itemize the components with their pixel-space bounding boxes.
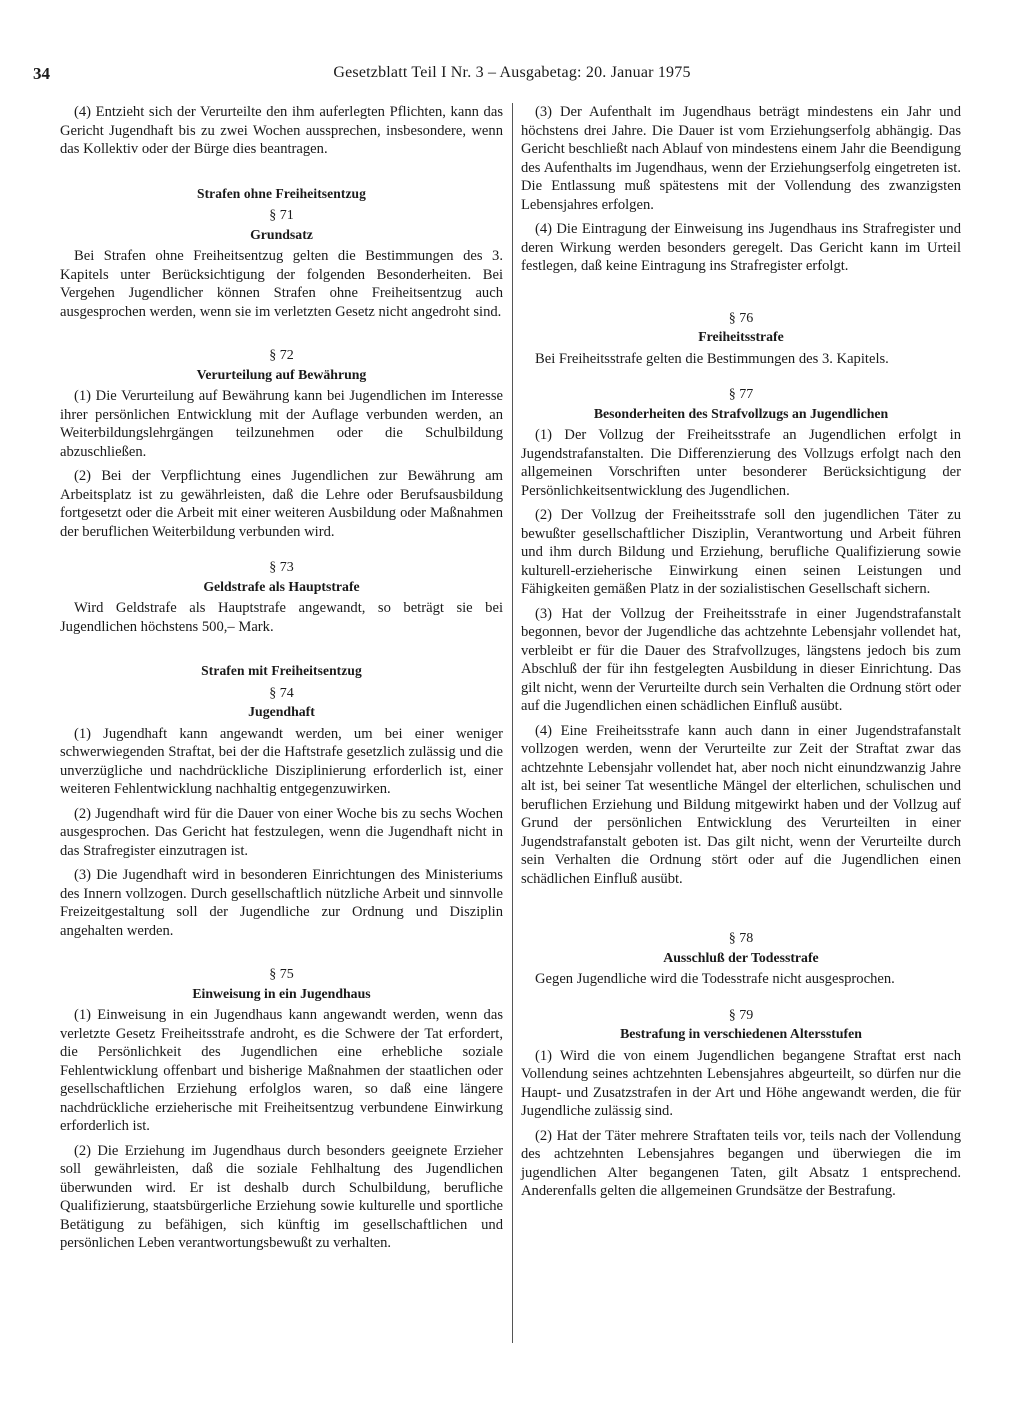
paragraph-76-text: Bei Freiheitsstrafe gelten die Bestimmungen des 3. Kapitels.	[535, 350, 889, 367]
paragraph-71-text: Bei Strafen ohne Freiheitsentzug gelten die Bestimmungen des 3. Kapitels unter Berücksichtigung der folgenden Besonderheiten. Bei Vergehen Jugendlicher können Strafen ohne Freiheitsentzug auch ausgesprochen werden, wenn sie im verletzten Gesetz nicht angedroht sind.	[60, 248, 503, 320]
paragraph-77-2: (2) Der Vollzug der Freiheitsstrafe soll den jugendlichen Täter zu bewußter gesellschaftlicher Disziplin, Verantwortung und Arbeit führen und ihm durch Bildung und Erziehung, berufliche Qualifizierung sowie kulturell-erzieherische Einwirkung einen seinen Leistungen und Fähigkeiten gemäßen Platz in der sozialistischen Gesellschaft sichern.	[521, 507, 961, 597]
paragraph-number-76: § 76	[728, 310, 754, 326]
paragraph-title-74: Jugendhaft	[248, 704, 315, 719]
paragraph-title-71: Grundsatz	[250, 226, 313, 242]
section-heading: Strafen mit Freiheitsentzug	[201, 663, 362, 678]
paragraph-75-2: (2) Die Erziehung im Jugendhaus durch besonders geeignete Erzieher soll gewährleisten, daß die soziale Fehlhaltung des Jugendlichen überwunden wird. Er ist deshalb durch Schulbildung, berufliche Qualifizierung, staatsbürgerliche Erziehung sowie kulturelle und sportliche Betätigung zu befähigen, sich künftig im gesellschaftlichen und persönlichen Leben verantwortungsbewußt zu verhalten.	[60, 1142, 503, 1251]
paragraph-number-74: § 74	[269, 685, 294, 701]
paragraph-title-73: Geldstrafe als Hauptstrafe	[203, 578, 360, 594]
column-divider	[512, 103, 513, 1343]
paragraph-title-77: Besonderheiten des Strafvollzugs an Jugendlichen	[593, 405, 889, 421]
paragraph-74-3: (3) Die Jugendhaft wird in besonderen Einrichtungen des Ministeriums des Innern vollzogen. Durch gesellschaftlich nützliche Arbeit und sinnvolle Freizeitgestaltung soll der Jugendliche zur Ordnung und Disziplin angehalten werden.	[60, 867, 503, 939]
paragraph-75-3: (3) Der Aufenthalt im Jugendhaus beträgt mindestens ein Jahr und höchstens drei Jahre. Die Dauer ist vom Erziehungserfolg abhängig. Das Gericht beschließt nach Ablauf von mindestens einem Jahr die Beendigung des Aufenthalts im Jugendhaus, wenn der Erziehungserfolg eingetreten ist. Die Entlassung muß spätestens mit der Vollendung des zwanzigsten Lebensjahres erfolgen.	[521, 104, 961, 213]
paragraph-number-77: § 77	[728, 387, 754, 402]
paragraph-74-1: (1) Jugendhaft kann angewandt werden, um bei einer weniger schwerwiegenden Straftat, bei der die Haftstrafe gesetzlich zulässig und die unverzügliche und nachdrückliche Disziplinierung erforderlich ist, einer weiteren Fehlentwicklung nachhaltig entgegenzuwirken.	[60, 725, 503, 797]
paragraph-70-4: (4) Entzieht sich der Verurteilte den ihm auferlegten Pflichten, kann das Gericht Jugendhaft bis zu zwei Wochen aussprechen, insbesondere, wenn das Kollektiv oder der Bürge dies beantragen.	[60, 104, 503, 157]
paragraph-79-1: (1) Wird die von einem Jugendlichen begangene Straftat erst nach Vollendung seines achtzehnten Lebensjahres abgeurteilt, so dürfen nur die Haupt- und Zusatzstrafen in der Art und Höhe angewandt werden, die für Jugendliche zulässig sind.	[521, 1047, 961, 1119]
paragraph-number-71: § 71	[269, 208, 294, 223]
paragraph-number-75: § 75	[269, 967, 294, 982]
left-column	[60, 103, 503, 1259]
paragraph-75-4: (4) Die Eintragung der Einweisung ins Jugendhaus ins Strafregister und deren Wirkung werden besonders geregelt. Das Gericht kann im Urteil festlegen, daß keine Eintragung ins Strafregister erfolgt.	[521, 221, 961, 274]
section-heading: Strafen ohne Freiheitsentzug	[196, 185, 367, 201]
paragraph-title-76: Freiheitsstrafe	[698, 329, 784, 344]
paragraph-number-72: § 72	[269, 348, 294, 363]
paragraph-77-1: (1) Der Vollzug der Freiheitsstrafe an Jugendlichen erfolgt in Jugendstrafanstalten. Die Differenzierung des Vollzugs erfolgt nach den allgemeinen Vorschriften unter besonderer Berücksichtigung der Persönlichkeitsentwicklung des Jugendlichen.	[521, 427, 961, 499]
page-header: Gesetzblatt Teil I Nr. 3 – Ausgabetag: 20. Januar 1975	[333, 64, 691, 81]
paragraph-72-2: (2) Bei der Verpflichtung eines Jugendlichen zur Bewährung am Arbeitsplatz ist zu gewährleisten, daß die Lehre oder Berufsausbildung fortgesetzt oder die Arbeit mit einer weiteren Ausbildung oder Maßnahmen der beruflichen Weiterbildung verbunden wird.	[60, 468, 503, 540]
paragraph-number-73: § 73	[269, 560, 294, 575]
right-column	[521, 103, 961, 1207]
paragraph-number-78: § 78	[728, 931, 754, 946]
paragraph-77-3: (3) Hat der Vollzug der Freiheitsstrafe in einer Jugendstrafanstalt begonnen, bevor der Jugendliche das achtzehnte Lebensjahr vollendet hat, verbleibt er für die Dauer des Strafvollzuges, längstens jedoch bis zum Abschluß der für ihn festgelegten Ausbildung in dieser Einrichtung. Das gilt nicht, wenn der Verurteilte durch sein Verhalten die Ordnung stört oder auf die Jugendlichen einen schädlichen Einfluß ausübt.	[521, 605, 961, 714]
paragraph-title-79: Bestrafung in verschiedenen Altersstufen	[620, 1026, 862, 1041]
paragraph-73-text: Wird Geldstrafe als Hauptstrafe angewandt, so beträgt sie bei Jugendlichen höchstens 500,– Mark.	[60, 600, 503, 635]
paragraph-number-79: § 79	[728, 1007, 754, 1023]
paragraph-78-text: Gegen Jugendliche wird die Todesstrafe nicht ausgesprochen.	[535, 971, 895, 987]
paragraph-79-2: (2) Hat der Täter mehrere Straftaten teils vor, teils nach der Vollendung des achtzehnten Lebensjahres begangen und überwiegen die im jugendlichen Alter begangenen Taten, gilt Absatz 1 entsprechend. Anderenfalls gelten die allgemeinen Grundsätze der Bestrafung.	[521, 1127, 961, 1199]
paragraph-72-1: (1) Die Verurteilung auf Bewährung kann bei Jugendlichen im Interesse ihrer persönlichen Entwicklung mit der Auflage verbunden werden, an Weiterbildungslehrgängen teilzunehmen oder die Schulbildung abzuschließen.	[60, 388, 503, 460]
paragraph-74-2: (2) Jugendhaft wird für die Dauer von einer Woche bis zu sechs Wochen ausgesprochen. Das Gericht hat festzulegen, wenn die Jugendhaft nicht in das Strafregister einzutragen ist.	[60, 805, 503, 859]
paragraph-title-72: Verurteilung auf Bewährung	[196, 366, 367, 382]
page-number: 34	[33, 64, 50, 83]
paragraph-77-4: (4) Eine Freiheitsstrafe kann auch dann in einer Jugendstrafanstalt vollzogen werden, wenn der Verurteilte zur Zeit der Straftat zwar das achtzehnte Lebensjahr vollendet hat, aber noch nicht einundzwanzig Jahre alt ist, bei seiner Tat wesentliche Mängel der elterlichen, schulischen und beruflichen Erziehung und Bildung mitgewirkt haben und der Vollzug auf Grund der persönlichen Entwicklung des Verurteilten in einer Jugendstrafanstalt geboten ist. Das gilt nicht, wenn der Verurteilte durch sein Verhalten die Ordnung stört oder auf die Jugendlichen einen schädlichen Einfluß ausübt.	[521, 722, 961, 887]
paragraph-75-1: (1) Einweisung in ein Jugendhaus kann angewandt werden, wenn das verletzte Gesetz Freiheitsstrafe androht, es die Schwere der Tat erfordert, die Persönlichkeit des Jugendlichen eine erhebliche soziale Fehlentwicklung offenbart und bisherige Maßnahmen der staatlichen oder gesellschaftlichen Erziehung erfolglos waren, so daß eine längere nachdrückliche erzieherische mit Freiheitsentzug verbundene Einwirkung erforderlich ist.	[60, 1007, 503, 1134]
paragraph-title-78: Ausschluß der Todesstrafe	[663, 949, 819, 965]
paragraph-title-75: Einweisung in ein Jugendhaus	[192, 985, 371, 1001]
